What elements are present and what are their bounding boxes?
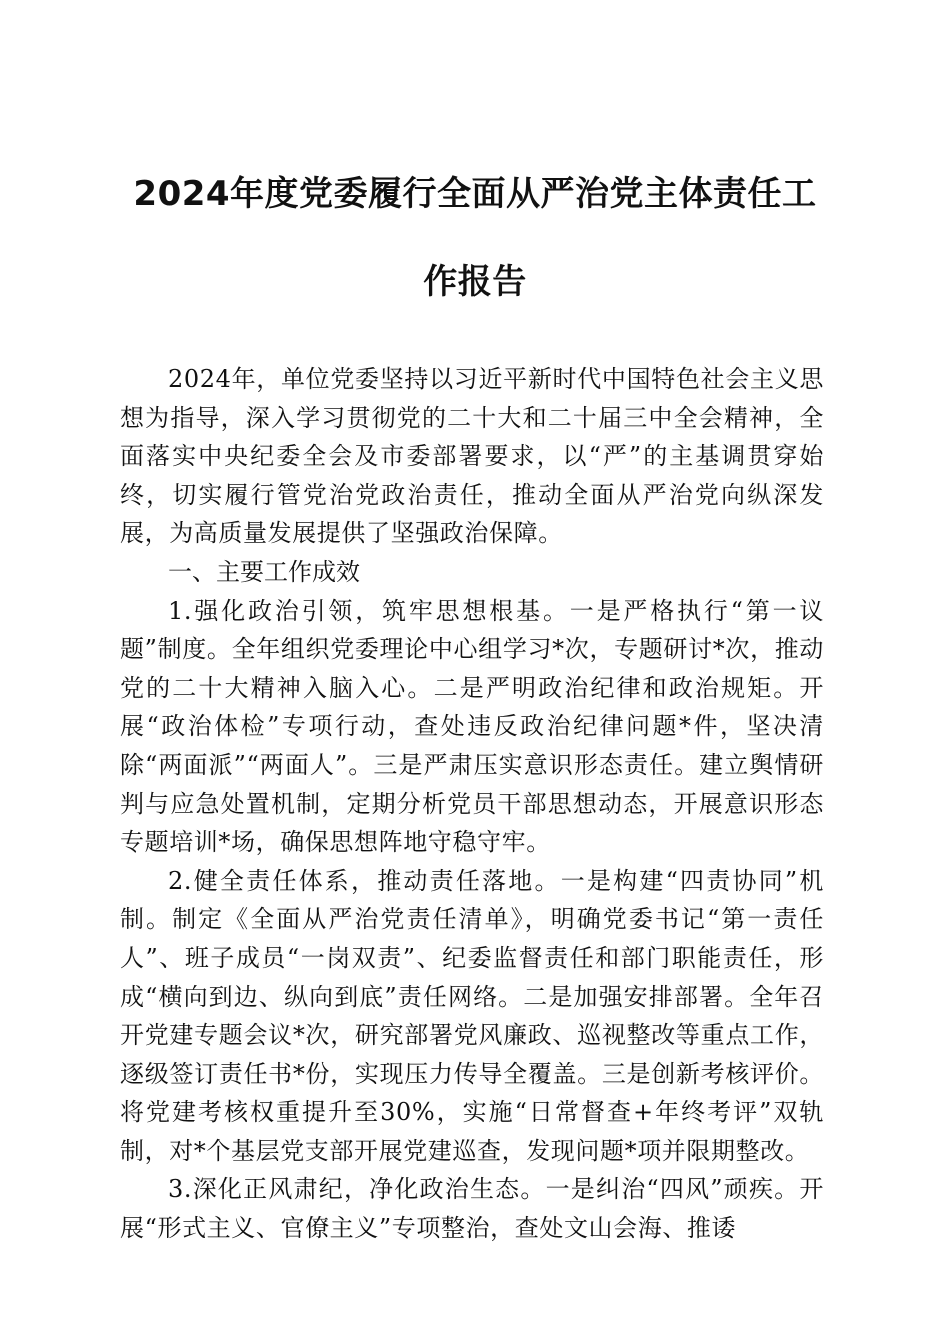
document-title-line-2: 作报告 (423, 262, 527, 302)
document-title-line-1: 2024年度党委履行全面从严治党主体责任工 (133, 174, 817, 214)
paragraph-item-2: 2.健全责任体系，推动责任落地。一是构建“四责协同”机制。制定《全面从严治党责任清单》，明确党委书记“第一责任人”、班子成员“一岗双责”、纪委监督责任和部门职能责任，形成“横向到边、纵向到底”责任网络。二是加强安排部署。全年召开党建专题会议*次，研究部署党风廉政、巡视整改等重点工作，逐级签订责任书*份，实现压力传导全覆盖。三是创新考核评价。将党建考核权重提升至30%，实施“日常督查+年终考评”双轨制，对*个基层党支部开展党建巡查，发现问题*项并限期整改。 (120, 866, 824, 1165)
paragraph-item-3: 3.深化正风肃纪，净化政治生态。一是纠治“四风”顽疾。开展“形式主义、官僚主义”专项整治，查处文山会海、推诿 (120, 1175, 824, 1243)
intro-paragraph: 2024年，单位党委坚持以习近平新时代中国特色社会主义思想为指导，深入学习贯彻党的二十大和二十届三中全会精神，全面落实中央纪委全会及市委部署要求，以“严”的主基调贯穿始终，切实履行管党治党政治责任，推动全面从严治党向纵深发展，为高质量发展提供了坚强政治保障。 (120, 365, 824, 548)
paragraph-item-1: 1.强化政治引领，筑牢思想根基。一是严格执行“第一议题”制度。全年组织党委理论中心组学习*次，专题研讨*次，推动党的二十大精神入脑入心。二是严明政治纪律和政治规矩。开展“政治体检”专项行动，查处违反政治纪律问题*件，坚决清除“两面派”“两面人”。三是严肃压实意识形态责任。建立舆情研判与应急处置机制，定期分析党员干部思想动态，开展意识形态专题培训*场，确保思想阵地守稳守牢。 (120, 596, 824, 857)
document-body (120, 360, 824, 1248)
section-heading: 一、主要工作成效 (168, 557, 360, 586)
